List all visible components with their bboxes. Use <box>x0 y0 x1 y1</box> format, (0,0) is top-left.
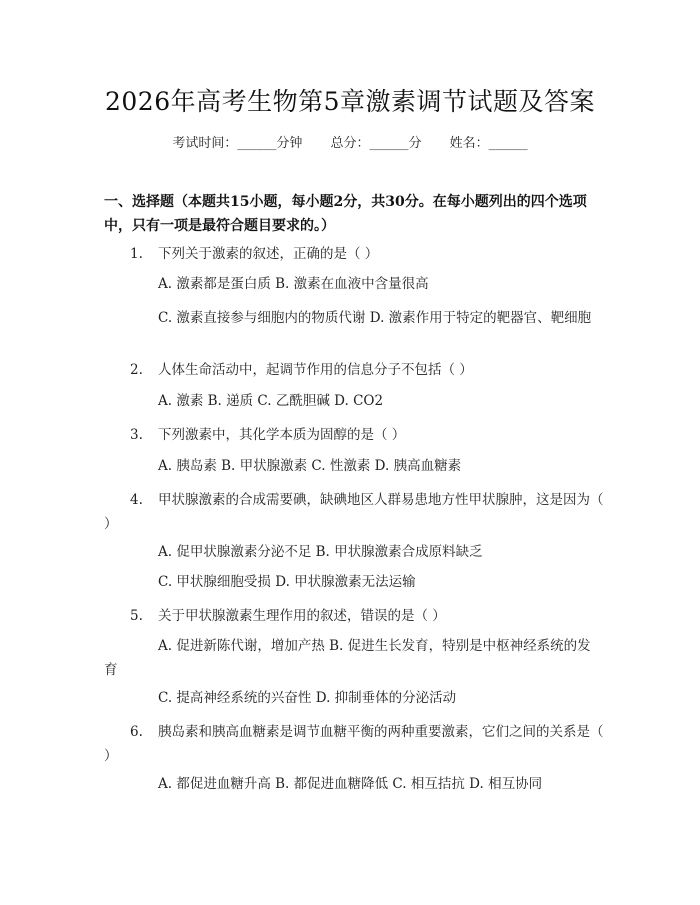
question-options: C. 提高神经系统的兴奋性 D. 抑制垂体的分泌活动 <box>158 690 457 706</box>
question-number: 3. <box>130 427 143 443</box>
section-heading: 一、选择题（本题共15小题，每小题2分，共30分。在每小题列出的四个选项中，只有一项是最符合题目要求的。） <box>104 194 587 234</box>
question-options: A. 都促进血糖升高 B. 都促进血糖降低 C. 相互拮抗 D. 相互协同 <box>158 776 543 792</box>
question-stem <box>104 358 604 382</box>
question-text: 关于甲状腺激素生理作用的叙述，错误的是（ ） <box>158 608 446 624</box>
exam-meta <box>0 132 700 151</box>
question-text: 下列关于激素的叙述，正确的是（ ） <box>158 246 379 262</box>
question-options: A. 激素 B. 递质 C. 乙酰胆碱 D. CO2 <box>158 393 384 409</box>
question-options: A. 胰岛素 B. 甲状腺激素 C. 性激素 D. 胰高血糖素 <box>158 458 462 474</box>
question-number: 2. <box>130 362 143 378</box>
question-text: 人体生命活动中，起调节作用的信息分子不包括（ ） <box>158 362 473 378</box>
question-options: A. 促甲状腺激素分泌不足 B. 甲状腺激素合成原料缺乏 <box>158 544 483 560</box>
question-number: 1. <box>130 246 143 262</box>
question-stem <box>104 242 604 266</box>
question-text: 甲状腺激素的合成需要碘，缺碘地区人群易患地方性甲状腺肿，这是因为（ ） <box>104 492 604 532</box>
exam-time-field: 考试时间：______分钟 <box>172 136 303 151</box>
question-number: 4. <box>130 492 143 508</box>
question-stem <box>104 720 604 768</box>
question-text: 胰岛素和胰高血糖素是调节血糖平衡的两种重要激素，它们之间的关系是（ ） <box>104 724 604 764</box>
question-stem <box>104 423 604 447</box>
question-number: 5. <box>130 608 143 624</box>
question-options: C. 甲状腺细胞受损 D. 甲状腺激素无法运输 <box>158 574 416 590</box>
question-options: C. 激素直接参与细胞内的物质代谢 D. 激素作用于特定的靶器官、靶细胞 <box>158 310 592 326</box>
question-stem <box>104 488 604 536</box>
question-stem <box>104 604 604 628</box>
question-text: 下列激素中，其化学本质为固醇的是（ ） <box>158 427 406 443</box>
name-field: 姓名：______ <box>449 136 528 151</box>
document-title: 2026年高考生物第5章激素调节试题及答案 <box>104 87 596 116</box>
total-score-field: 总分：______分 <box>330 136 422 151</box>
question-options: A. 促进新陈代谢，增加产热 B. 促进生长发育，特别是中枢神经系统的发育 <box>104 638 591 678</box>
question-number: 6. <box>130 724 143 740</box>
question-options: A. 激素都是蛋白质 B. 激素在血液中含量很高 <box>158 276 429 292</box>
